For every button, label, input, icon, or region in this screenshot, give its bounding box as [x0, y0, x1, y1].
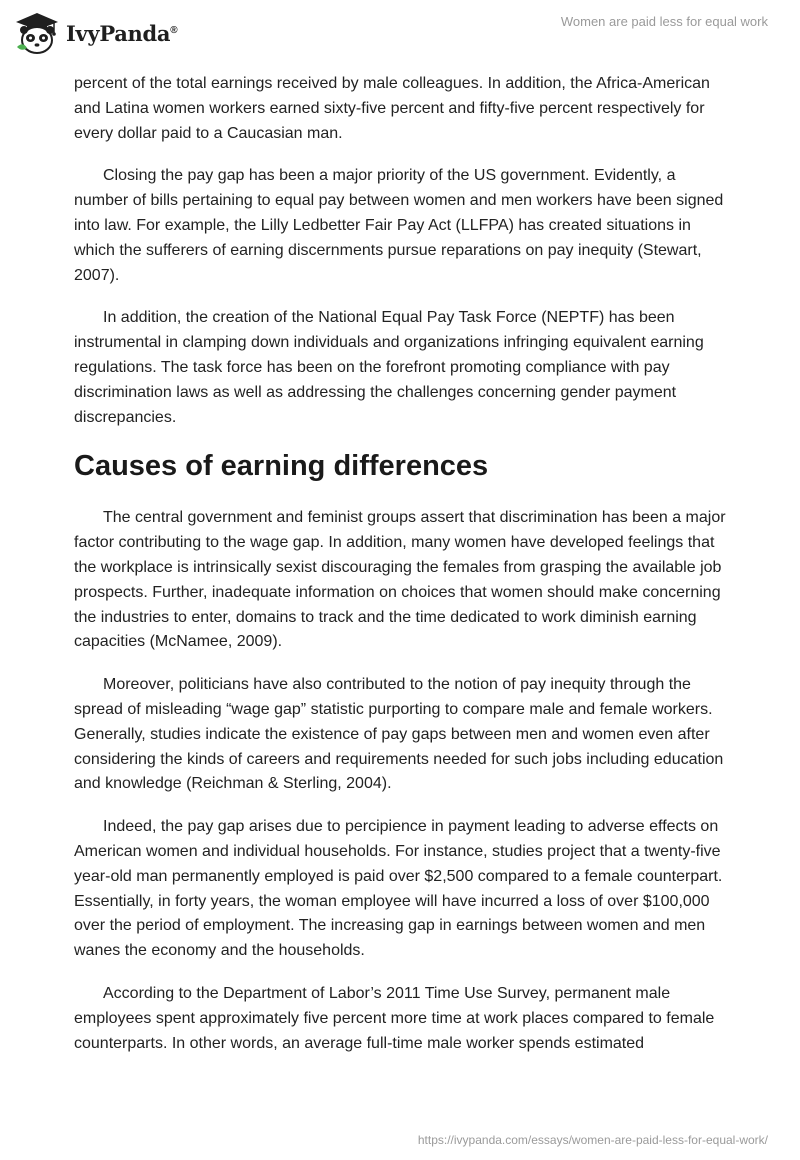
ivypanda-logo[interactable] — [14, 10, 177, 56]
paragraph: The central government and feminist groups assert that discrimination has been a major factor contributing to the wage gap. In addition, many women have developed feelings that the workplace is intrinsically sexist discouraging the females from grasping the available job prospects. Further, inadequate information on choices that women should make concerning the industries to enter, domains to track and the time dedicated to work diminish earning capacities (McNamee, 2009). — [74, 509, 726, 651]
paragraph-continued: percent of the total earnings received by male colleagues. In addition, the Africa-American and Latina women workers earned sixty-five percent and fifty-five percent respectively for every dollar paid to a Caucasian man. — [74, 75, 710, 142]
registered-mark: ® — [170, 24, 178, 36]
document-title: Women are paid less for equal work — [560, 14, 768, 29]
brand-name: IvyPanda® — [66, 20, 178, 46]
panda-graduate-icon — [14, 11, 60, 55]
paragraph: Closing the pay gap has been a major priority of the US government. Evidently, a number of bills pertaining to equal pay between women and men workers have been signed into law. For example, the Lilly Ledbetter Fair Pay Act (LLFPA) has created situations in which the sufferers of earning discernments pursue reparations on pay inequity (Stewart, 2007). — [74, 167, 724, 284]
page-header — [0, 0, 800, 70]
section-heading: Causes of earning differences — [74, 450, 489, 483]
paragraph: Moreover, politicians have also contributed to the notion of pay inequity through the spread of misleading “wage gap” statistic purporting to compare male and female workers. Generally, studies indicate the existence of pay gaps between men and women even after considering the kinds of careers and requirements needed for such jobs including education and knowledge (Reichman & Sterling, 2004). — [74, 676, 724, 793]
source-url[interactable]: https://ivypanda.com/essays/women-are-paid-less-for-equal-work/ — [417, 1133, 768, 1147]
paragraph: Indeed, the pay gap arises due to percipience in payment leading to adverse effects on American women and individual households. For instance, studies project that a twenty-five year-old man permanently employed is paid over $2,500 compared to a female counterpart. Essentially, in forty years, the woman employee will have incurred a loss of over $100,000 over the period of employment. The increasing gap in earnings between women and men wanes the economy and the households. — [74, 818, 723, 960]
paragraph: According to the Department of Labor’s 2011 Time Use Survey, permanent male employees spent approximately five percent more time at work places compared to female counterparts. In other words, an average full-time male worker spends estimated — [74, 984, 715, 1052]
paragraph: In addition, the creation of the National Equal Pay Task Force (NEPTF) has been instrumental in clamping down individuals and organizations infringing equivalent earning regulations. The task force has been on the forefront promoting compliance with pay discrimination laws as well as addressing the challenges concerning gender payment discrepancies. — [74, 309, 704, 426]
essay-content — [74, 72, 730, 1074]
